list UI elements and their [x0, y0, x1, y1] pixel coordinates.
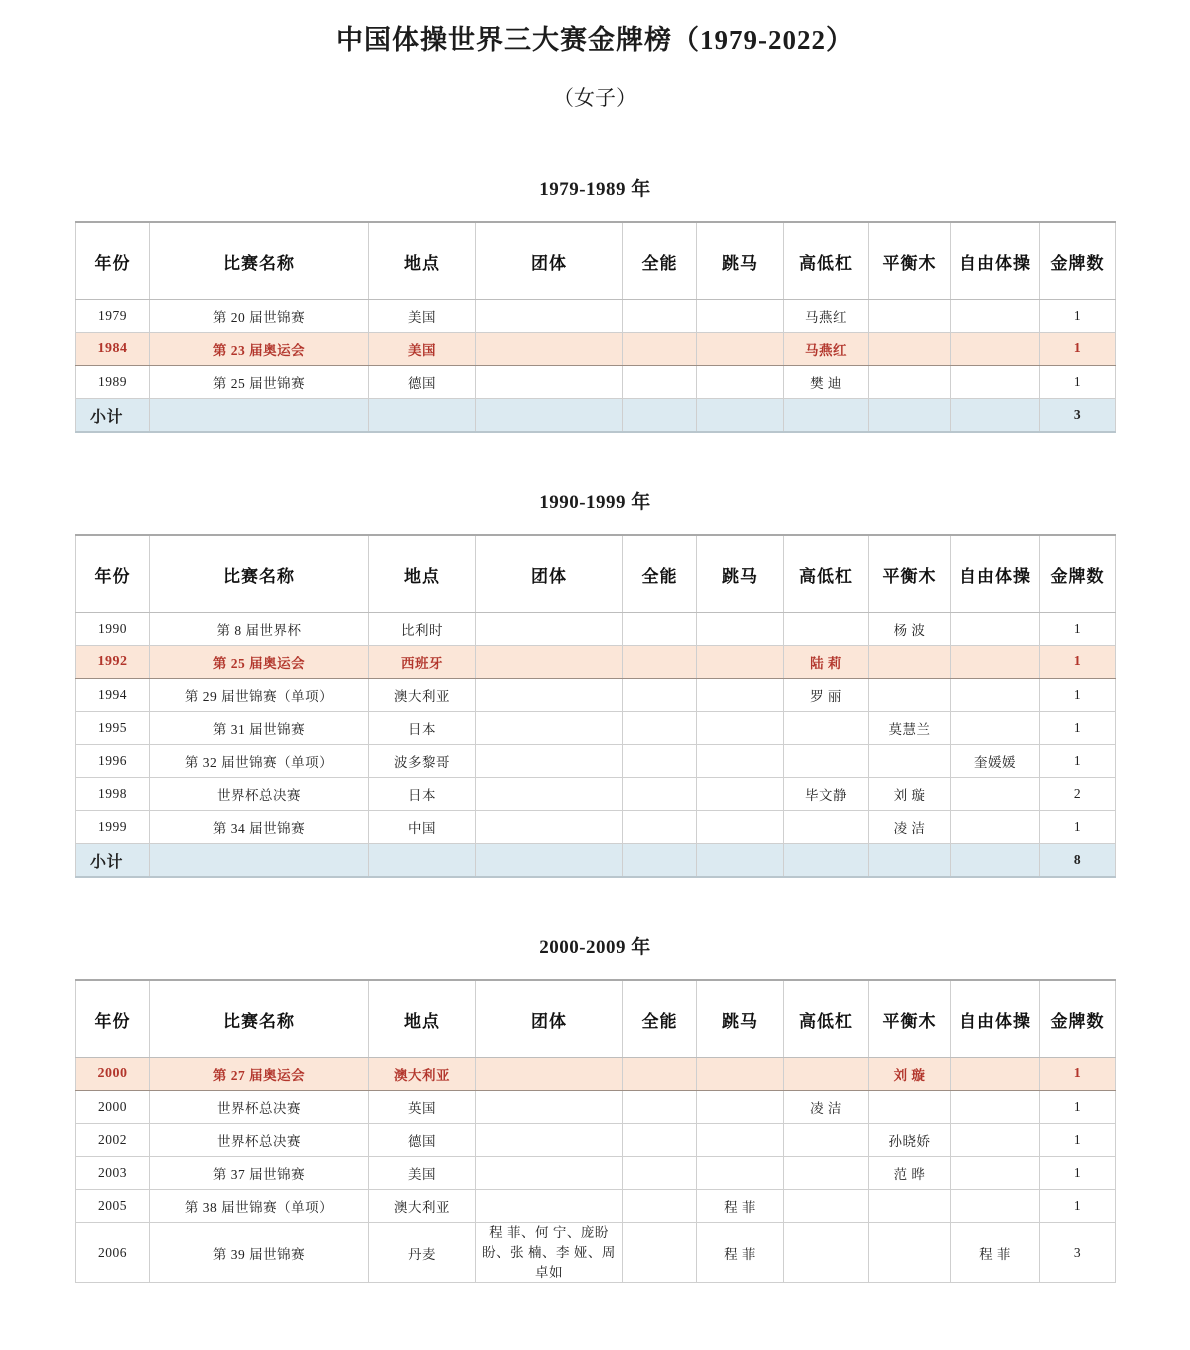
cell-total: 3 [1040, 1223, 1116, 1283]
section-heading: 1990-1999 年 [539, 492, 651, 514]
cell-event: 世界杯总决赛 [150, 1124, 369, 1157]
section-spacer [0, 112, 1190, 174]
cell-floor [951, 811, 1040, 844]
cell-bars [784, 811, 869, 844]
cell-year: 2005 [76, 1190, 150, 1223]
cell-place: 日本 [369, 778, 476, 811]
subtotal-empty-cell [476, 844, 623, 878]
cell-event: 第 37 届世锦赛 [150, 1157, 369, 1190]
cell-place: 澳大利亚 [369, 1190, 476, 1223]
section-heading: 2000-2009 年 [539, 937, 651, 959]
cell-total: 1 [1040, 745, 1116, 778]
subtotal-empty-cell [697, 844, 784, 878]
table-row [76, 712, 1116, 745]
cell-vault [697, 1058, 784, 1091]
cell-floor [951, 1091, 1040, 1124]
cell-team [476, 646, 623, 679]
cell-vault [697, 1091, 784, 1124]
cell-bars [784, 613, 869, 646]
cell-total: 1 [1040, 712, 1116, 745]
cell-team: 程 菲、何 宁、庞盼盼、张 楠、李 娅、周卓如 [476, 1223, 623, 1283]
table-row [76, 679, 1116, 712]
cell-beam: 凌 洁 [869, 811, 951, 844]
cell-beam [869, 1190, 951, 1223]
cell-bars: 马燕红 [784, 333, 869, 366]
subtotal-empty-cell [369, 399, 476, 433]
column-header-place: 地点 [369, 980, 476, 1058]
cell-year: 2000 [76, 1091, 150, 1124]
subtotal-empty-cell [150, 844, 369, 878]
column-header-place: 地点 [369, 535, 476, 613]
cell-vault [697, 679, 784, 712]
table-wrapper [75, 979, 1115, 1283]
cell-year: 1995 [76, 712, 150, 745]
cell-year: 1994 [76, 679, 150, 712]
column-header-beam: 平衡木 [869, 535, 951, 613]
cell-total: 1 [1040, 1157, 1116, 1190]
cell-beam: 刘 璇 [869, 1058, 951, 1091]
cell-bars: 凌 洁 [784, 1091, 869, 1124]
column-header-total: 金牌数 [1040, 535, 1116, 613]
subtotal-empty-cell [784, 844, 869, 878]
cell-event: 第 31 届世锦赛 [150, 712, 369, 745]
table-row [76, 333, 1116, 366]
cell-total: 1 [1040, 811, 1116, 844]
column-header-floor: 自由体操 [951, 222, 1040, 300]
table-row [76, 778, 1116, 811]
cell-floor [951, 712, 1040, 745]
cell-floor [951, 1124, 1040, 1157]
cell-beam [869, 300, 951, 333]
cell-event: 第 25 届奥运会 [150, 646, 369, 679]
cell-place: 美国 [369, 300, 476, 333]
cell-vault [697, 745, 784, 778]
cell-floor [951, 1058, 1040, 1091]
cell-year: 1990 [76, 613, 150, 646]
cell-allaround [623, 778, 697, 811]
table-wrapper [75, 221, 1115, 433]
column-header-bars: 高低杠 [784, 222, 869, 300]
cell-team [476, 333, 623, 366]
subtotal-empty-cell [869, 399, 951, 433]
cell-vault [697, 712, 784, 745]
cell-place: 德国 [369, 1124, 476, 1157]
cell-allaround [623, 811, 697, 844]
cell-year: 2006 [76, 1223, 150, 1283]
cell-event: 第 32 届世锦赛（单项） [150, 745, 369, 778]
cell-team [476, 1157, 623, 1190]
subtotal-empty-cell [697, 399, 784, 433]
table-row [76, 1157, 1116, 1190]
cell-bars: 马燕红 [784, 300, 869, 333]
cell-beam [869, 646, 951, 679]
table-row [76, 300, 1116, 333]
subtotal-empty-cell [951, 844, 1040, 878]
cell-total: 1 [1040, 1091, 1116, 1124]
cell-bars [784, 1058, 869, 1091]
cell-floor [951, 366, 1040, 399]
column-header-vault: 跳马 [697, 980, 784, 1058]
cell-allaround [623, 613, 697, 646]
cell-total: 1 [1040, 1124, 1116, 1157]
cell-allaround [623, 333, 697, 366]
table-row [76, 646, 1116, 679]
cell-event: 第 25 届世锦赛 [150, 366, 369, 399]
cell-total: 2 [1040, 778, 1116, 811]
cell-allaround [623, 1190, 697, 1223]
cell-team [476, 366, 623, 399]
table-wrapper [75, 534, 1115, 878]
section-3 [0, 932, 1190, 1283]
cell-bars: 樊 迪 [784, 366, 869, 399]
table-row [76, 366, 1116, 399]
column-header-year: 年份 [76, 535, 150, 613]
column-header-bars: 高低杠 [784, 980, 869, 1058]
cell-total: 1 [1040, 366, 1116, 399]
cell-year: 1998 [76, 778, 150, 811]
cell-allaround [623, 1091, 697, 1124]
cell-team [476, 712, 623, 745]
cell-place: 德国 [369, 366, 476, 399]
cell-team [476, 1091, 623, 1124]
cell-team [476, 811, 623, 844]
cell-allaround [623, 366, 697, 399]
column-header-allaround: 全能 [623, 222, 697, 300]
cell-bars [784, 1157, 869, 1190]
section-spacer [0, 433, 1190, 487]
table-header-row [76, 222, 1116, 300]
cell-vault [697, 333, 784, 366]
medal-table [75, 221, 1116, 433]
cell-bars [784, 1223, 869, 1283]
subtotal-label: 小计 [76, 399, 150, 433]
page-subtitle: （女子） [553, 86, 637, 111]
cell-event: 第 38 届世锦赛（单项） [150, 1190, 369, 1223]
cell-place: 波多黎哥 [369, 745, 476, 778]
sections-container [0, 112, 1190, 1283]
cell-floor [951, 1157, 1040, 1190]
cell-place: 澳大利亚 [369, 679, 476, 712]
cell-total: 1 [1040, 613, 1116, 646]
cell-beam [869, 679, 951, 712]
column-header-event: 比赛名称 [150, 222, 369, 300]
subtotal-row [76, 399, 1116, 433]
cell-total: 1 [1040, 333, 1116, 366]
cell-total: 1 [1040, 1058, 1116, 1091]
cell-year: 1989 [76, 366, 150, 399]
cell-year: 1992 [76, 646, 150, 679]
subtotal-label: 小计 [76, 844, 150, 878]
table-header-row [76, 980, 1116, 1058]
cell-year: 2000 [76, 1058, 150, 1091]
cell-beam: 莫慧兰 [869, 712, 951, 745]
column-header-bars: 高低杠 [784, 535, 869, 613]
cell-allaround [623, 1157, 697, 1190]
cell-place: 西班牙 [369, 646, 476, 679]
page-title: 中国体操世界三大赛金牌榜（1979-2022） [336, 25, 854, 55]
cell-event: 第 39 届世锦赛 [150, 1223, 369, 1283]
cell-bars [784, 745, 869, 778]
column-header-beam: 平衡木 [869, 980, 951, 1058]
cell-team [476, 745, 623, 778]
cell-vault [697, 811, 784, 844]
cell-beam [869, 366, 951, 399]
cell-vault [697, 778, 784, 811]
cell-event: 第 23 届奥运会 [150, 333, 369, 366]
cell-place: 中国 [369, 811, 476, 844]
cell-event: 第 34 届世锦赛 [150, 811, 369, 844]
cell-year: 1996 [76, 745, 150, 778]
cell-bars: 陆 莉 [784, 646, 869, 679]
table-row [76, 1058, 1116, 1091]
cell-team [476, 1058, 623, 1091]
column-header-team: 团体 [476, 222, 623, 300]
table-row [76, 1091, 1116, 1124]
cell-allaround [623, 1223, 697, 1283]
cell-beam: 杨 波 [869, 613, 951, 646]
subtotal-empty-cell [869, 844, 951, 878]
cell-vault [697, 613, 784, 646]
medal-table [75, 979, 1116, 1283]
cell-event: 世界杯总决赛 [150, 778, 369, 811]
column-header-total: 金牌数 [1040, 222, 1116, 300]
column-header-event: 比赛名称 [150, 980, 369, 1058]
table-row [76, 1223, 1116, 1283]
subtotal-empty-cell [623, 844, 697, 878]
cell-total: 1 [1040, 679, 1116, 712]
cell-floor [951, 333, 1040, 366]
column-header-allaround: 全能 [623, 980, 697, 1058]
section-heading: 1979-1989 年 [539, 179, 651, 201]
cell-event: 第 8 届世界杯 [150, 613, 369, 646]
column-header-event: 比赛名称 [150, 535, 369, 613]
cell-allaround [623, 300, 697, 333]
table-row [76, 811, 1116, 844]
cell-floor [951, 646, 1040, 679]
cell-bars: 罗 丽 [784, 679, 869, 712]
cell-bars: 毕文静 [784, 778, 869, 811]
subtotal-empty-cell [784, 399, 869, 433]
cell-floor [951, 778, 1040, 811]
subtotal-empty-cell [369, 844, 476, 878]
column-header-total: 金牌数 [1040, 980, 1116, 1058]
cell-floor [951, 679, 1040, 712]
column-header-allaround: 全能 [623, 535, 697, 613]
table-row [76, 1190, 1116, 1223]
cell-allaround [623, 679, 697, 712]
table-row [76, 613, 1116, 646]
medal-table [75, 534, 1116, 878]
cell-place: 丹麦 [369, 1223, 476, 1283]
column-header-team: 团体 [476, 535, 623, 613]
section-spacer [0, 878, 1190, 932]
column-header-place: 地点 [369, 222, 476, 300]
cell-year: 2002 [76, 1124, 150, 1157]
section-2 [0, 487, 1190, 878]
cell-bars [784, 712, 869, 745]
cell-allaround [623, 745, 697, 778]
subtotal-row [76, 844, 1116, 878]
subtotal-empty-cell [150, 399, 369, 433]
cell-place: 英国 [369, 1091, 476, 1124]
cell-floor: 程 菲 [951, 1223, 1040, 1283]
cell-beam: 孙晓娇 [869, 1124, 951, 1157]
column-header-beam: 平衡木 [869, 222, 951, 300]
subtotal-value: 3 [1040, 399, 1116, 433]
subtotal-value: 8 [1040, 844, 1116, 878]
cell-team [476, 300, 623, 333]
cell-team [476, 1124, 623, 1157]
cell-beam: 刘 璇 [869, 778, 951, 811]
column-header-year: 年份 [76, 980, 150, 1058]
cell-event: 第 27 届奥运会 [150, 1058, 369, 1091]
cell-place: 比利时 [369, 613, 476, 646]
cell-beam [869, 1223, 951, 1283]
cell-bars [784, 1190, 869, 1223]
cell-year: 1979 [76, 300, 150, 333]
cell-event: 第 20 届世锦赛 [150, 300, 369, 333]
cell-event: 第 29 届世锦赛（单项） [150, 679, 369, 712]
cell-vault [697, 1157, 784, 1190]
cell-event: 世界杯总决赛 [150, 1091, 369, 1124]
cell-place: 澳大利亚 [369, 1058, 476, 1091]
cell-year: 1984 [76, 333, 150, 366]
column-header-vault: 跳马 [697, 222, 784, 300]
cell-allaround [623, 646, 697, 679]
cell-floor [951, 613, 1040, 646]
cell-beam: 范 晔 [869, 1157, 951, 1190]
cell-allaround [623, 1124, 697, 1157]
cell-allaround [623, 712, 697, 745]
cell-total: 1 [1040, 646, 1116, 679]
column-header-year: 年份 [76, 222, 150, 300]
section-1 [0, 174, 1190, 433]
subtotal-empty-cell [623, 399, 697, 433]
subtotal-empty-cell [476, 399, 623, 433]
cell-floor [951, 300, 1040, 333]
cell-team [476, 1190, 623, 1223]
cell-vault [697, 300, 784, 333]
cell-allaround [623, 1058, 697, 1091]
cell-place: 日本 [369, 712, 476, 745]
cell-team [476, 679, 623, 712]
subtotal-empty-cell [951, 399, 1040, 433]
column-header-floor: 自由体操 [951, 535, 1040, 613]
cell-vault [697, 646, 784, 679]
column-header-team: 团体 [476, 980, 623, 1058]
column-header-floor: 自由体操 [951, 980, 1040, 1058]
cell-vault [697, 366, 784, 399]
cell-place: 美国 [369, 1157, 476, 1190]
cell-team [476, 613, 623, 646]
cell-vault [697, 1124, 784, 1157]
table-row [76, 745, 1116, 778]
cell-vault: 程 菲 [697, 1190, 784, 1223]
cell-year: 1999 [76, 811, 150, 844]
cell-bars [784, 1124, 869, 1157]
cell-total: 1 [1040, 300, 1116, 333]
cell-beam [869, 333, 951, 366]
cell-beam [869, 1091, 951, 1124]
cell-beam [869, 745, 951, 778]
cell-floor: 奎媛媛 [951, 745, 1040, 778]
table-row [76, 1124, 1116, 1157]
cell-total: 1 [1040, 1190, 1116, 1223]
cell-team [476, 778, 623, 811]
cell-vault: 程 菲 [697, 1223, 784, 1283]
cell-place: 美国 [369, 333, 476, 366]
cell-year: 2003 [76, 1157, 150, 1190]
cell-floor [951, 1190, 1040, 1223]
table-header-row [76, 535, 1116, 613]
column-header-vault: 跳马 [697, 535, 784, 613]
